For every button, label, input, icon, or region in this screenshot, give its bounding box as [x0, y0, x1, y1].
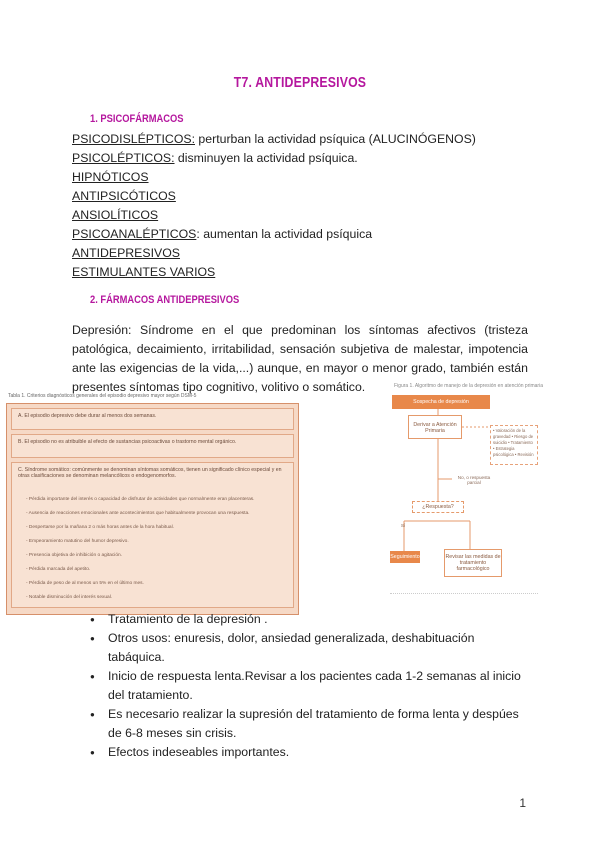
figure-footer-divider: [390, 593, 538, 594]
sub-item: - Pérdida importante del interés o capacidad de disfrutar de actividades que normalmente eran placenteras.: [26, 497, 255, 502]
figure-caption: Figura 1. Algoritmo de manejo de la depresión en atención primaria: [394, 383, 543, 389]
flow-node-review: Revisar las medidas de tratamiento farmacológico: [444, 549, 502, 577]
sub-item: - Empeoramiento matutino del humor depresivo.: [26, 539, 129, 544]
desc: : aumentan la actividad psíquica: [196, 227, 373, 241]
page-title: T7. ANTIDEPRESIVOS: [233, 74, 367, 91]
flow-side-label: No, o respuesta parcial: [457, 475, 491, 485]
sub-item: - Ausencia de reacciones emocionales ante acontecimientos que habitualmente provocan una respuesta.: [26, 511, 250, 516]
term: PSICOANALÉPTICOS: [72, 227, 197, 241]
list-item: [72, 263, 215, 281]
list-item: [72, 225, 372, 243]
term: PSICOLÉPTICOS:: [72, 151, 175, 165]
table-row: A. El episodio depresivo debe durar al menos dos semanas.: [11, 408, 294, 430]
bullet-item: ● Efectos indeseables importantes.: [90, 743, 530, 762]
flow-yes-label: Sí: [400, 523, 406, 528]
bullet-item: ● Inicio de respuesta lenta.Revisar a los pacientes cada 1-2 semanas al inicio del tratamiento.: [90, 667, 530, 705]
flow-node-step1: Derivar a Atención Primaria: [408, 415, 462, 439]
list-item: [72, 149, 358, 167]
criteria-table: [6, 403, 299, 615]
flow-node-start: Sospecha de depresión: [392, 395, 490, 409]
bullet-list: [90, 610, 530, 762]
page-number: 1: [519, 796, 526, 810]
sub-item: - Pérdida de peso de al menos un 5% en el último mes.: [26, 581, 144, 586]
term: ANTIDEPRESIVOS: [72, 246, 180, 260]
list-item: [72, 168, 149, 186]
sub-item: - Despertarse por la mañana 2 o más horas antes de la hora habitual.: [26, 525, 174, 530]
table-row: [11, 462, 294, 608]
flow-node-follow: Seguimiento: [390, 551, 420, 563]
section-heading-farmacos-antidepresivos: 2. FÁRMACOS ANTIDEPRESIVOS: [90, 294, 240, 306]
criteria-table-figure: [6, 393, 299, 615]
list-item: [72, 130, 476, 148]
sub-item: - Presencia objetiva de inhibición o agitación.: [26, 553, 122, 558]
bullet-item: ● Es necesario realizar la supresión del tratamiento de forma lenta y despúes de 6-8 meses sin crisis.: [90, 705, 530, 743]
flow-note: • Valoración de la gravedad • Riesgo de suicidio • Tratamiento • Estrategia psicológica • Revisión: [490, 425, 538, 465]
list-item: [72, 244, 180, 262]
term: HIPNÓTICOS: [72, 170, 149, 184]
list-item: [72, 206, 158, 224]
row-text: C. Síndrome somático: comúnmente se denominan síntomas somáticos, tienen un significado clínico especial y en otras clasificaciones se denominan melancólicos o endogenomorfos.: [18, 467, 282, 479]
sub-item: - Pérdida marcada del apetito.: [26, 567, 91, 572]
term: ESTIMULANTES VARIOS: [72, 265, 216, 279]
definition-paragraph: Depresión: Síndrome en el que predominan los síntomas afectivos (tristeza patológica, decaimiento, irritabilidad, sensación subjetiva de malestar, impotencia ante las exigencias de la vida,...) aunque, en mayor o menor grado, también están presentes síntomas tipo cognitivo, volitivo o somático.: [72, 323, 528, 394]
list-item: [72, 187, 176, 205]
term: ANTIPSICÓTICOS: [72, 189, 176, 203]
desc: perturban la actividad psíquica (ALUCINÓGENOS): [195, 132, 476, 146]
bullet-item: ● Otros usos: enuresis, dolor, ansiedad generalizada, deshabituación tabáquica.: [90, 629, 530, 667]
term: PSICODISLÉPTICOS:: [72, 132, 195, 146]
sub-item: - Notable disminución del interés sexual.: [26, 595, 113, 600]
table-caption: Tabla 1. Criterios diagnósticos generales del episodio depresivo mayor según DSM-5: [8, 393, 197, 399]
term: ANSIOLÍTICOS: [72, 208, 159, 222]
flowchart-figure: [390, 383, 543, 595]
section-heading-psicofarmacos: 1. PSICOFÁRMACOS: [90, 113, 184, 125]
bullet-item: ● Tratamiento de la depresión .: [90, 610, 530, 629]
flow-node-decision: ¿Respuesta?: [412, 501, 464, 513]
desc: disminuyen la actividad psíquica.: [174, 151, 358, 165]
table-row: B. El episodio no es atribuible al efecto de sustancias psicoactivas o trastorno mental orgánico.: [11, 434, 294, 458]
